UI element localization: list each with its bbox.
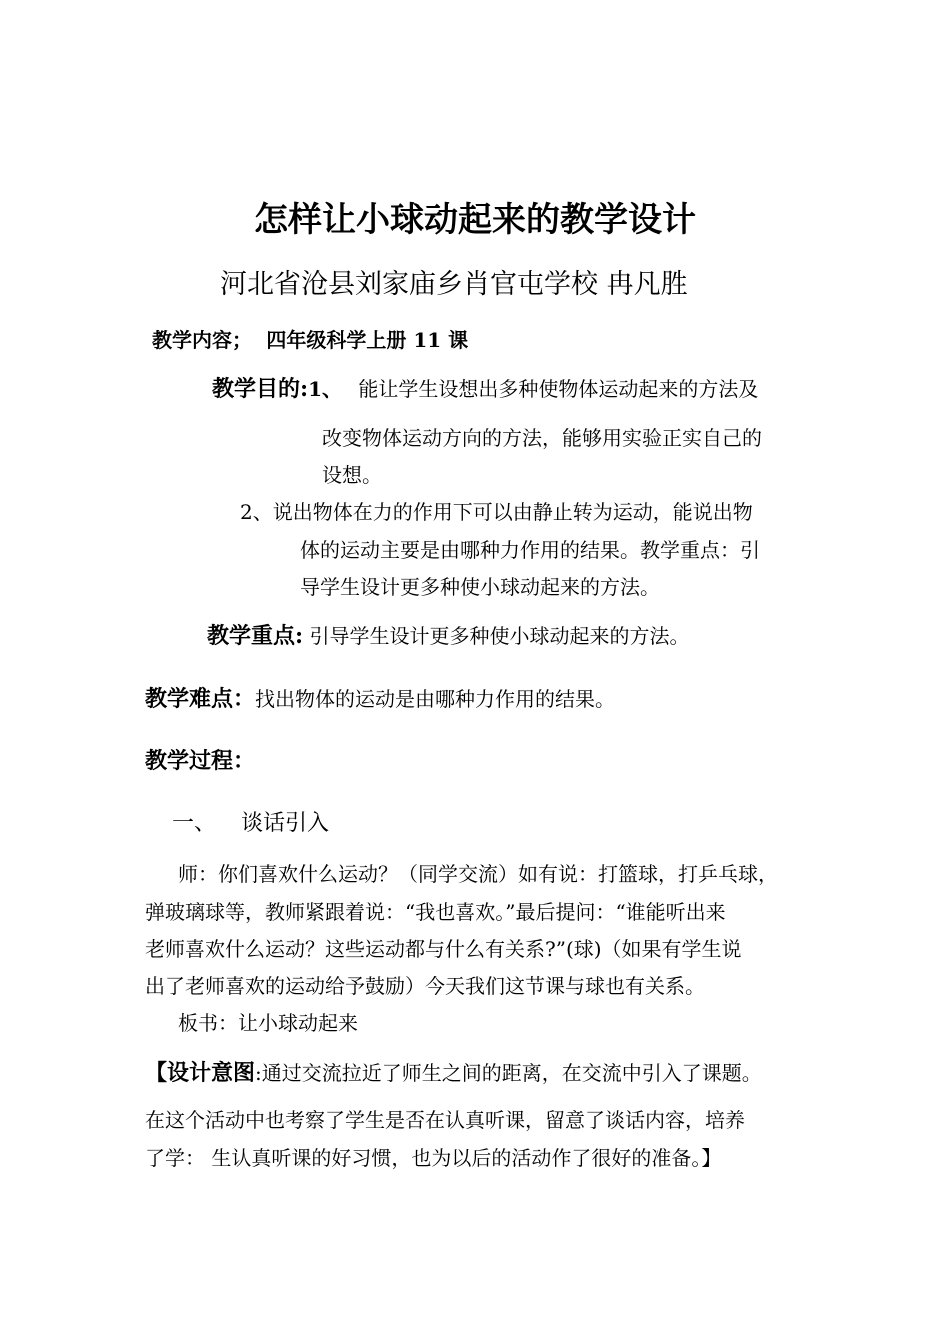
objective-1-number: 1、 [308, 377, 343, 401]
section-1-title: 谈话引入 [241, 811, 330, 836]
process-heading: 教学过程： [145, 748, 256, 774]
difficulty-label: 教学难点： [145, 686, 256, 712]
design-intent-line-2: 在这个活动中也考察了学生是否在认真听课，留意了谈话内容，培养 [145, 1108, 745, 1132]
paragraph-line-1: 师：你们喜欢什么运动？（同学交流）如有说：打篮球，打乒乓球， [178, 862, 778, 886]
objective-1-line-2: 改变物体运动方向的方法，能够用实验正实自己的 [322, 426, 762, 450]
design-intent-text-1: :通过交流拉近了师生之间的距离，在交流中引入了课题。 [255, 1061, 762, 1085]
objective-1-line-3: 设想。 [322, 463, 382, 487]
difficulty-row [145, 688, 615, 710]
author-line: 河北省沧县刘家庙乡肖官屯学校 冉凡胜 [220, 269, 688, 300]
key-point-label: 教学重点: [207, 623, 304, 649]
objective-1-text-1: 能让学生设想出多种使物体运动起来的方法及 [358, 377, 759, 401]
objective-2-line-2: 体的运动主要是由哪种力作用的结果。教学重点：引 [300, 538, 760, 562]
objective-2-line-3: 导学生设计更多种使小球动起来的方法。 [300, 575, 660, 599]
document-title: 怎样让小球动起来的教学设计 [254, 200, 696, 240]
design-intent-line-3: 了学： 生认真听课的好习惯，也为以后的活动作了很好的准备。】 [145, 1146, 722, 1170]
key-point-text: 引导学生设计更多种使小球动起来的方法。 [303, 624, 690, 648]
objective-2-line-1: 2、说出物体在力的作用下可以由静止转为运动，能说出物 [240, 500, 753, 524]
paragraph-line-2: 弹玻璃球等，教师紧跟着说：“我也喜欢。”最后提问：“谁能听出来 [145, 900, 726, 924]
board-note: 板书：让小球动起来 [178, 1011, 358, 1035]
section-1-number: 一、 [172, 811, 217, 836]
objective-1-line-1 [212, 378, 758, 400]
key-point-row [207, 625, 689, 647]
section-1-heading [172, 813, 329, 835]
content-value: 四年级科学上册 11 课 [266, 328, 469, 352]
design-intent-label: 【设计意图 [145, 1060, 256, 1086]
paragraph-line-4: 出了老师喜欢的运动给予鼓励）今天我们这节课与球也有关系。 [145, 974, 705, 998]
objectives-label: 教学目的: [212, 376, 309, 402]
content-row [152, 330, 468, 350]
difficulty-text: 找出物体的运动是由哪种力作用的结果。 [255, 687, 616, 711]
design-intent-line-1 [145, 1062, 762, 1084]
paragraph-line-3: 老师喜欢什么运动？这些运动都与什么有关系?”(球)（如果有学生说 [145, 937, 742, 961]
content-label: 教学内容； [152, 328, 252, 352]
